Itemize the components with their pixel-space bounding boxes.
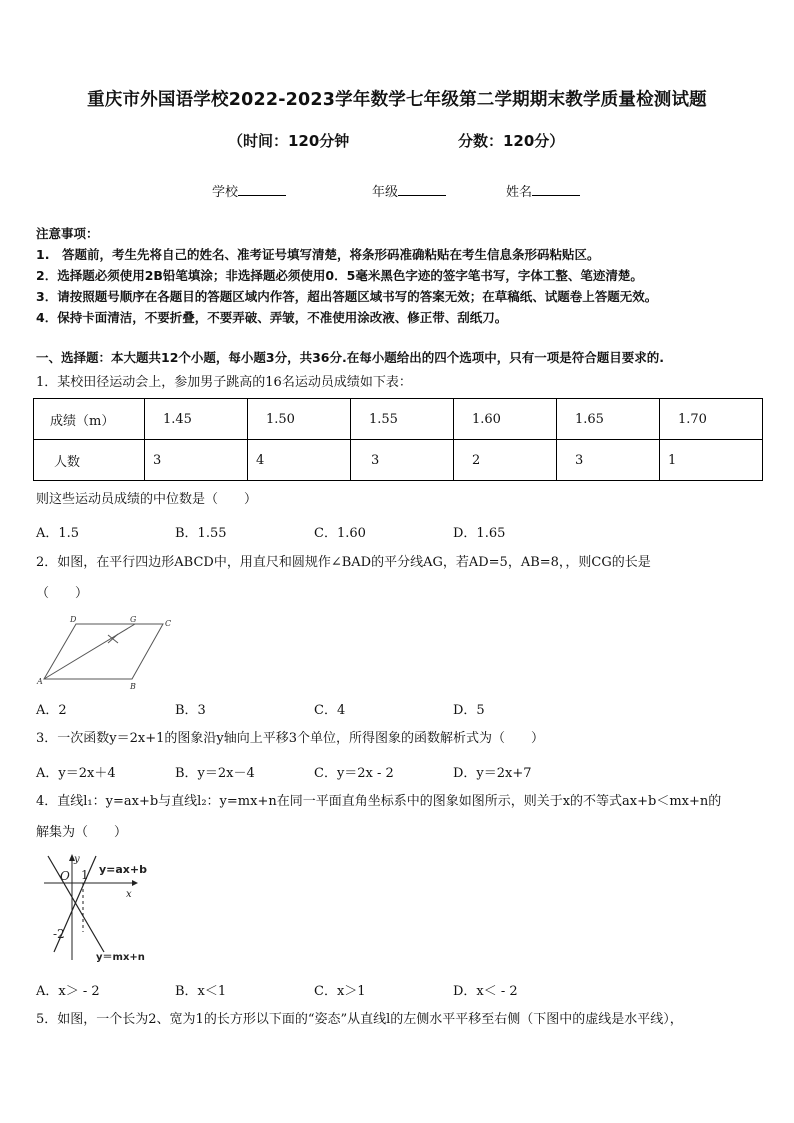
- name-label: 姓名: [506, 185, 533, 200]
- q1-option-a[interactable]: A．1.5: [36, 526, 80, 541]
- q1-text: 1．某校田径运动会上，参加男子跳高的16名运动员成绩如下表：: [36, 375, 412, 390]
- time-limit: （时间：120分钟: [228, 132, 350, 150]
- l1-label: y=ax+b: [99, 863, 147, 876]
- q2-text: 2．如图，在平行四边形ABCD中，用直尺和圆规作∠BAD的平分线AG，若AD=5，AB=8，，则CG的长是: [36, 555, 651, 570]
- grade-label: 年级: [372, 185, 399, 200]
- school-field: [212, 181, 286, 200]
- l2-label: y＝mx+n: [96, 952, 145, 963]
- table-cell: 3: [557, 440, 660, 481]
- tick-label-neg-two: -2: [53, 927, 65, 941]
- table-cell: 3: [351, 440, 454, 481]
- table-row: [34, 440, 763, 481]
- x-arrow-icon: [132, 880, 138, 886]
- table-cell: 1.65: [557, 399, 660, 440]
- q5-text: 5．如图，一个长为2、宽为1的长方形以下面的“姿态”从直线l的左侧水平平移至右侧（下图中的虚线是水平线），: [36, 1012, 683, 1027]
- name-field: [506, 181, 580, 200]
- q4-text-cont: 解集为（ ）: [36, 825, 128, 840]
- q4-option-c[interactable]: C．x＞1: [314, 984, 366, 999]
- school-blank[interactable]: [238, 183, 286, 196]
- bisector-line: [44, 624, 135, 679]
- q1-option-c[interactable]: C．1.60: [314, 526, 366, 541]
- note-item: 1. 答题前，考生先将自己的姓名、准考证号填写清楚，将条形码准确粘贴在考生信息条形码粘贴区。: [36, 247, 600, 262]
- section-heading: 一、选择题：本大题共12个小题，每小题3分，共36分.在每小题给出的四个选项中，只有一项是符合题目要求的.: [36, 350, 664, 365]
- table-cell: 1.55: [351, 399, 454, 440]
- label-c: C: [165, 619, 172, 628]
- table-cell: 1.70: [660, 399, 763, 440]
- table-cell: 2: [454, 440, 557, 481]
- tick-label-one: 1: [81, 868, 89, 882]
- table-cell: 3: [145, 440, 248, 481]
- q3-option-c[interactable]: C．y＝2x - 2: [314, 766, 394, 781]
- table-cell: 4: [248, 440, 351, 481]
- table-cell: 1: [660, 440, 763, 481]
- parallelogram-figure: [36, 612, 176, 692]
- score-table: [33, 398, 763, 481]
- y-axis-label: y: [74, 854, 80, 865]
- total-score: 分数：120分）: [458, 132, 565, 150]
- x-axis-label: x: [126, 889, 132, 900]
- note-item: 4．保持卡面清洁，不要折叠，不要弄破、弄皱，不准使用涂改液、修正带、刮纸刀。: [36, 310, 508, 325]
- q4-option-d[interactable]: D．x＜ - 2: [453, 984, 518, 999]
- q4-text: 4．直线l₁：y=ax+b与直线l₂：y=mx+n在同一平面直角坐标系中的图象如图所示，则关于x的不等式ax+b＜mx+n的: [36, 794, 722, 809]
- grade-blank[interactable]: [398, 183, 446, 196]
- q2-paren: （ ）: [36, 586, 89, 601]
- label-g: G: [130, 615, 137, 624]
- notes-heading: 注意事项：: [36, 226, 99, 241]
- school-label: 学校: [212, 185, 239, 200]
- label-b: B: [130, 682, 136, 691]
- q3-option-d[interactable]: D．y＝2x+7: [453, 766, 532, 781]
- q3-option-a[interactable]: A．y＝2x＋4: [36, 766, 116, 781]
- q3-text: 3．一次函数y＝2x+1的图象沿y轴向上平移3个单位，所得图象的函数解析式为（ ）: [36, 731, 544, 746]
- q2-option-c[interactable]: C．4: [314, 703, 346, 718]
- q1-option-d[interactable]: D．1.65: [453, 526, 506, 541]
- origin-label: O: [60, 869, 70, 883]
- table-cell: 1.50: [248, 399, 351, 440]
- q1-question: 则这些运动员成绩的中位数是（ ）: [36, 492, 258, 507]
- grade-field: [372, 181, 446, 200]
- note-item: 2．选择题必须使用2B铅笔填涂；非选择题必须使用0．5毫米黑色字迹的签字笔书写，字体工整、笔迹清楚。: [36, 268, 643, 283]
- name-blank[interactable]: [532, 183, 580, 196]
- q4-option-b[interactable]: B．x＜1: [175, 984, 227, 999]
- q1-option-b[interactable]: B．1.55: [175, 526, 227, 541]
- q3-option-b[interactable]: B．y＝2x－4: [175, 766, 255, 781]
- table-cell: 1.45: [145, 399, 248, 440]
- table-cell: 成绩（m）: [34, 399, 145, 440]
- label-d: D: [70, 615, 77, 624]
- linear-graph-figure: [40, 852, 170, 967]
- q2-option-b[interactable]: B．3: [175, 703, 206, 718]
- table-cell: 1.60: [454, 399, 557, 440]
- parallelogram-shape: [44, 624, 163, 679]
- q2-option-a[interactable]: A．2: [36, 703, 67, 718]
- table-cell: 人数: [34, 440, 145, 481]
- q4-option-a[interactable]: A．x＞ - 2: [36, 984, 100, 999]
- q2-option-d[interactable]: D．5: [453, 703, 485, 718]
- label-a: A: [37, 677, 43, 686]
- page-title: 重庆市外国语学校2022-2023学年数学七年级第二学期期末教学质量检测试题: [87, 90, 707, 110]
- note-item: 3．请按照题号顺序在各题目的答题区域内作答，超出答题区域书写的答案无效；在草稿纸、试题卷上答题无效。: [36, 289, 658, 304]
- table-row: [34, 399, 763, 440]
